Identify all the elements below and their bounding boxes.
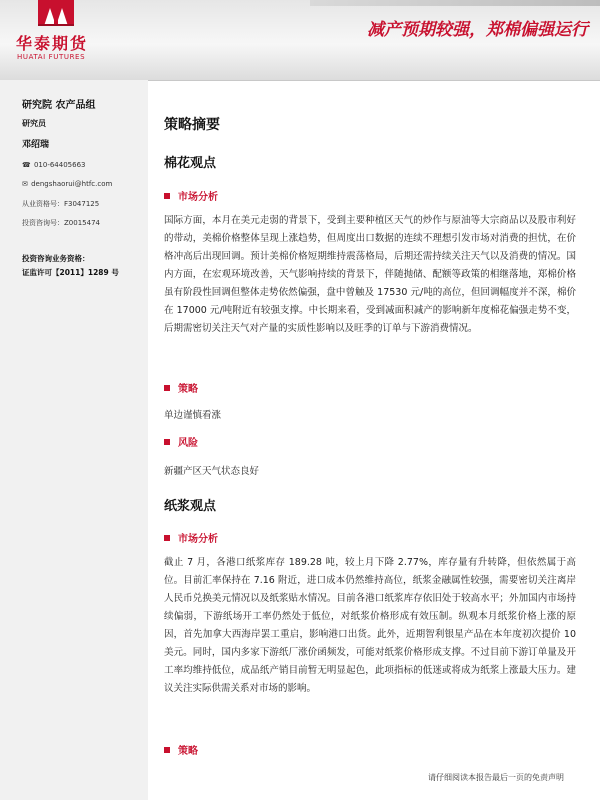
cotton-strategy-text: 单边谨慎看涨 bbox=[164, 410, 222, 421]
pulp-strategy-heading bbox=[164, 742, 198, 757]
analyst-name: 邓绍瑞 bbox=[22, 140, 50, 150]
analyst-sidebar bbox=[0, 80, 148, 800]
cotton-strategy-label: 策略 bbox=[178, 384, 198, 395]
huatai-logo-icon bbox=[36, 0, 76, 28]
red-square-bullet-icon bbox=[164, 747, 170, 753]
pulp-strategy-label: 策略 bbox=[178, 746, 198, 757]
red-square-bullet-icon bbox=[164, 439, 170, 445]
role-label: 研究员 bbox=[22, 119, 46, 128]
email-address[interactable]: dengshaorui@htfc.com bbox=[31, 180, 113, 188]
header-top-bar bbox=[310, 0, 600, 6]
red-square-bullet-icon bbox=[164, 193, 170, 199]
strategy-summary-heading: 策略摘要 bbox=[164, 117, 220, 133]
cotton-view-heading: 棉花观点 bbox=[164, 156, 217, 171]
logo-english-name: HUATAI FUTURES bbox=[17, 53, 86, 61]
disclaimer-note: 请仔细阅读本报告最后一页的免责声明 bbox=[428, 773, 564, 782]
department-label: 研究院 农产品组 bbox=[22, 100, 96, 111]
phone-icon: ☎ bbox=[22, 161, 31, 169]
license-number: 证监许可【2011】1289 号 bbox=[22, 268, 119, 277]
license-title: 投资咨询业务资格： bbox=[22, 254, 90, 263]
report-title: 减产预期较强，郑棉偏强运行 bbox=[367, 20, 588, 40]
main-content bbox=[164, 80, 578, 800]
email-line bbox=[22, 180, 112, 188]
cotton-market-analysis-heading bbox=[164, 188, 218, 203]
red-square-bullet-icon bbox=[164, 385, 170, 391]
pulp-market-label: 市场分析 bbox=[178, 534, 218, 545]
red-square-bullet-icon bbox=[164, 535, 170, 541]
qualification-number: 从业资格号：F3047125 bbox=[22, 200, 100, 208]
cotton-market-analysis-text: 国际方面，本月在美元走弱的背景下，受到主要种植区天气的炒作与原油等大宗商品以及股市利好的带动，美棉价格整体呈现上涨趋势，但周度出口数据的连续不理想引发市场对消费的担忧，在价格冲高后出现回调。预计美棉价格短期维持震荡格局，后期还需持续关注天气以及消费的情况。国内方面，在宏观环境改善，天气影响持续的背景下，伴随抛储、配额等政策的相继落地，郑棉价格虽有阶段性回调但整体走势依然偏强，盘中曾触及 17530 元/吨的高位，但回调幅度并不深，棉价在 17000 元/吨附近有较强支撑。中长期来看，受到减面积减产的影响新年度棉花偏强走势不变，后期需密切关注天气对产量的实质性影响以及旺季的订单与下游消费情况。 bbox=[164, 215, 576, 334]
cotton-market-label: 市场分析 bbox=[178, 192, 218, 203]
pulp-view-heading: 纸浆观点 bbox=[164, 499, 217, 514]
pulp-market-analysis-heading bbox=[164, 530, 218, 545]
cotton-strategy-heading bbox=[164, 380, 198, 395]
cotton-risk-text: 新疆产区天气状态良好 bbox=[164, 466, 260, 477]
logo-chinese-name: 华泰期货 bbox=[16, 34, 89, 53]
pulp-market-analysis-text: 截止 7 月，各港口纸浆库存 189.28 吨，较上月下降 2.77%，库存量有升转降，但依然属于高位。目前汇率保持在 7.16 附近，进口成本仍然维持高位，纸浆金融属性较强，需要密切关注离岸人民币兑换美元情况以及纸浆贴水情况。目前各港口纸浆库存依旧处于较高水平；外加国内市场持续偏弱，下游纸场开工率仍然处于低位，对纸浆价格形成有效压制。纵观本月纸浆价格上涨的原因，首先加拿大西海岸罢工重启，影响港口出货。此外，近期智利银星产品在本年度初次提价 10 美元。同时，国内多家下游纸厂涨价函频发，可能对纸浆价格形成支撑。不过目前下游订单量及开工率均维持低位，成品纸产销目前暂无明显起色，此项指标的低迷或将成为纸浆上涨最大压力。建议关注实际供需关系对市场的影响。 bbox=[164, 557, 576, 694]
license-info bbox=[22, 252, 119, 280]
cotton-risk-heading bbox=[164, 434, 198, 449]
mail-icon: ✉ bbox=[22, 180, 28, 188]
report-header bbox=[0, 0, 600, 81]
cotton-risk-label: 风险 bbox=[178, 438, 198, 449]
phone-number: 010-64405663 bbox=[33, 161, 86, 169]
phone-line bbox=[22, 161, 85, 169]
consulting-number: 投资咨询号：Z0015474 bbox=[22, 219, 100, 227]
